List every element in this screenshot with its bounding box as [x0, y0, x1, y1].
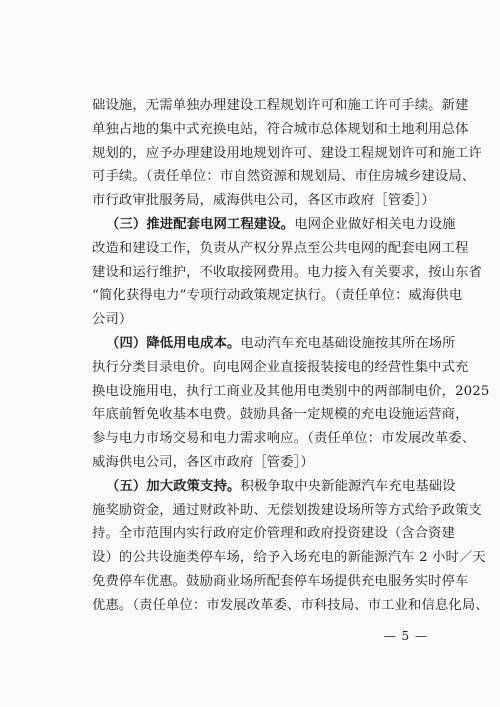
text-line-12: [92, 356, 469, 380]
text-line-16: [92, 451, 437, 475]
text-line-3: [92, 142, 482, 166]
bold-heading-text: （四）降低用电成本。: [106, 335, 241, 351]
body-text: 改造和建设工作，负责从产权分界点至公共电网的配套电网工程: [92, 240, 469, 256]
text-line-7: [92, 237, 469, 261]
body-text: “简化获得电力”专项行动政策规定执行。（责任单位：威海供电: [92, 288, 463, 304]
body-text: 规划的，应予办理建设用地规划许可、建设工程规划许可和施工许: [92, 145, 482, 161]
text-line-5: [92, 189, 437, 213]
body-text: 优惠。（责任单位：市发展改革委、市科技局、市工业和信息化局、: [92, 597, 489, 613]
body-text: 施奖励资金，通过财政补助、无偿划拨建设场所等方式给予政策支: [92, 502, 482, 518]
body-text: 电动汽车充电基础设施按其所在场所: [240, 335, 456, 351]
text-line-8: [92, 261, 482, 285]
text-line-19: [92, 522, 456, 546]
body-text: 威海供电公司，各区市政府［管委］）: [92, 454, 314, 470]
text-line-18: [92, 499, 482, 523]
text-line-1: [92, 94, 469, 118]
text-line-6: [106, 213, 456, 237]
body-text: 换电设施用电，执行工商业及其他用电类别中的两部制电价，2025: [92, 383, 490, 399]
body-text: 市行政审批服务局，威海供电公司，各区市政府［管委］）: [92, 193, 435, 209]
text-line-20: [92, 546, 486, 570]
text-line-10: [92, 308, 437, 332]
bold-heading-text: （五）加大政策支持。: [106, 478, 241, 494]
body-text: 建设和运行维护，不收取接网费用。电力接入有关要求，按山东省: [92, 264, 482, 280]
body-text: 设）的公共设施类停车场，给予入场充电的新能源汽车 2 小时／天: [92, 550, 486, 566]
text-line-4: [92, 165, 476, 189]
document-body: [92, 94, 490, 618]
bold-heading-text: （三）推进配套电网工程建设。: [106, 216, 295, 232]
body-text: 年底前暂免收基本电费。鼓励具备一定规模的充电设施运营商，: [92, 407, 469, 423]
body-text: 免费停车优惠。鼓励商业场所配套停车场提供充电服务实时停车: [92, 573, 469, 589]
text-line-14: [92, 403, 469, 427]
text-line-11: [106, 332, 456, 356]
text-line-2: [92, 118, 469, 142]
text-line-13: [92, 380, 490, 404]
body-text: 参与电力市场交易和电力需求响应。（责任单位：市发展改革委、: [92, 431, 476, 447]
text-line-15: [92, 427, 476, 451]
page-number: — 5 —: [383, 629, 428, 643]
text-line-21: [92, 570, 469, 594]
text-line-22: [92, 594, 489, 618]
body-text: 础设施，无需单独办理建设工程规划许可和施工许可手续。新建: [92, 98, 469, 113]
text-line-9: [92, 284, 463, 308]
body-text: 公司）: [92, 312, 133, 328]
body-text: 积极争取中央新能源汽车充电基础设: [240, 478, 456, 494]
body-text: 单独占地的集中式充换电站，符合城市总体规划和土地利用总体: [92, 121, 469, 137]
body-text: 执行分类目录电价。向电网企业直接报装接电的经营性集中式充: [92, 359, 469, 375]
body-text: 电网企业做好相关电力设施: [294, 216, 456, 232]
body-text: 持。全市范围内实行政府定价管理和政府投资建设（含合资建: [92, 526, 456, 542]
text-line-17: [106, 475, 456, 499]
body-text: 可手续。（责任单位：市自然资源和规划局、市住房城乡建设局、: [92, 169, 476, 185]
